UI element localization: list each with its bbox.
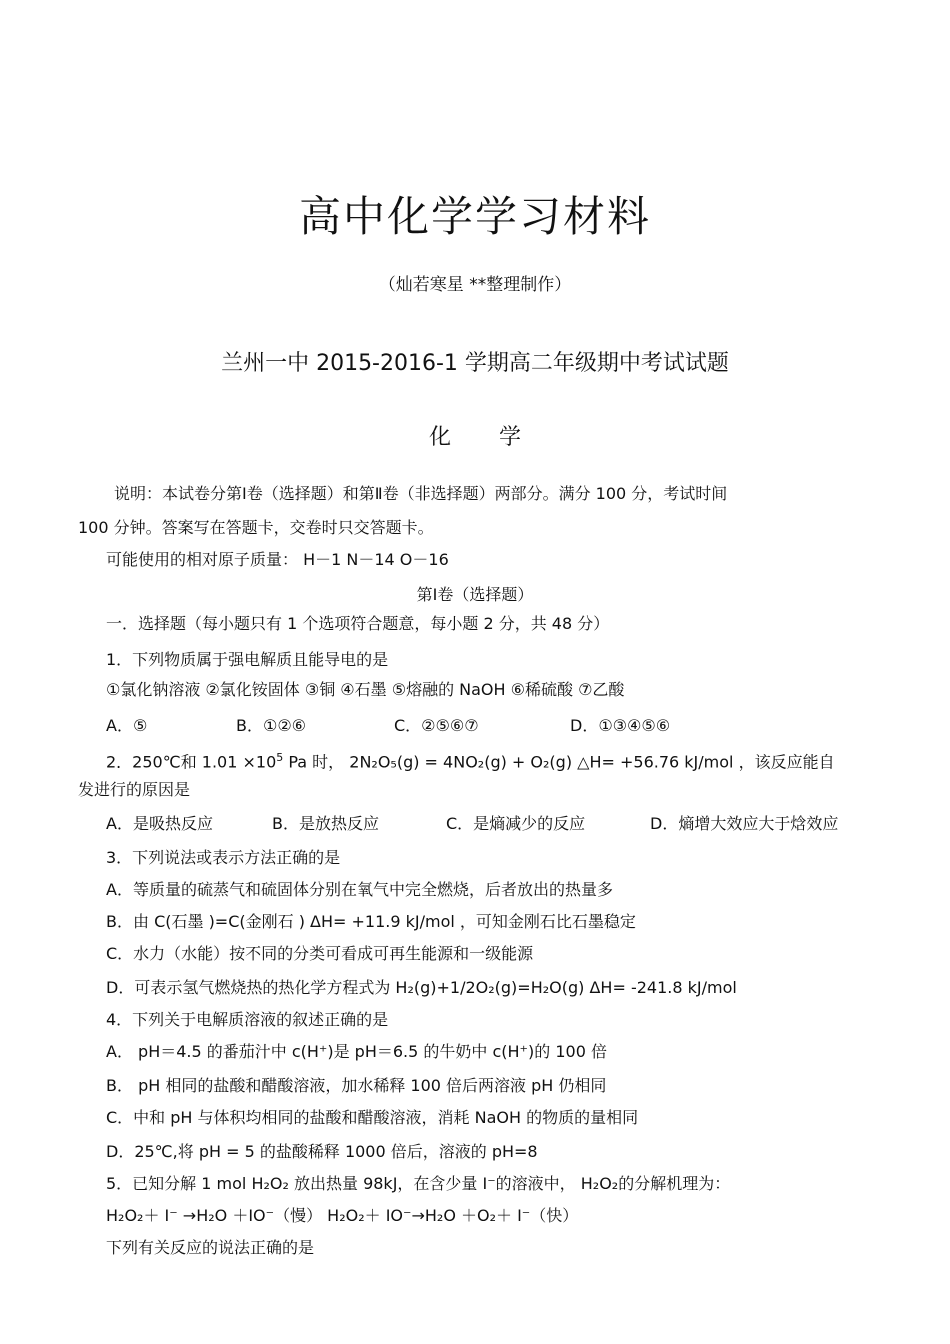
q2-exponent: 5 [276, 751, 284, 764]
q2-option-b: B．是放热反应 [272, 814, 379, 833]
q5-mechanism: H₂O₂＋ I⁻ →H₂O ＋IO⁻（慢） H₂O₂＋ IO⁻→H₂O ＋O₂＋ I⁻（快） [106, 1206, 579, 1225]
instructions-line-1: 说明：本试卷分第Ⅰ卷（选择题）和第Ⅱ卷（非选择题）两部分。满分 100 分，考试时间 [114, 484, 728, 503]
q2-stem-continued: 发进行的原因是 [78, 780, 191, 799]
q3-stem: 3．下列说法或表示方法正确的是 [106, 848, 341, 867]
q3-option-d: D．可表示氢气燃烧热的热化学方程式为 H₂(g)+1/2O₂(g)=H₂O(g) ΔH= -241.8 kJ/mol [106, 978, 737, 997]
page-title: 高中化学学习材料 [298, 192, 651, 241]
q2-stem-end: Pa 时， 2N₂O₅(g) = 4NO₂(g) + O₂(g) △H= +56.76 kJ/mol ，该反应能自 [283, 752, 835, 772]
q1-items: ①氯化钠溶液 ②氯化铵固体 ③铜 ④石墨 ⑤熔融的 NaOH ⑥稀硫酸 ⑦乙酸 [106, 680, 625, 699]
q3-option-c: C．水力（水能）按不同的分类可看成可再生能源和一级能源 [106, 944, 534, 963]
q4-option-d: D．25℃,将 pH = 5 的盐酸稀释 1000 倍后，溶液的 pH=8 [106, 1142, 538, 1161]
q2-option-c: C．是熵减少的反应 [446, 814, 586, 833]
page-subtitle: （灿若寒星 **整理制作） [378, 275, 572, 295]
q2-stem [106, 748, 835, 772]
instructions-line-2: 100 分钟。答案写在答题卡，交卷时只交答题卡。 [78, 518, 434, 537]
subject-heading: 化学 [428, 425, 569, 450]
q5-tail: 下列有关反应的说法正确的是 [106, 1238, 315, 1257]
q2-option-a: A．是吸热反应 [106, 814, 213, 833]
section-title: 第Ⅰ卷（选择题） [416, 585, 534, 604]
q4-option-b: B． pH 相同的盐酸和醋酸溶液，加水稀释 100 倍后两溶液 pH 仍相同 [106, 1076, 607, 1095]
q3-option-b: B．由 C(石墨 )=C(金刚石 ) ΔH= +11.9 kJ/mol ，可知金刚石比石墨稳定 [106, 912, 636, 931]
q2-stem-start: 2．250℃和 1.01 ×10 [106, 752, 277, 772]
q1-option-c: C．②⑤⑥⑦ [394, 716, 479, 735]
q1-option-b: B．①②⑥ [236, 716, 307, 735]
section-intro: 一．选择题（每小题只有 1 个选项符合题意，每小题 2 分，共 48 分） [106, 614, 610, 633]
atomic-masses: 可能使用的相对原子质量： H－1 N－14 O－16 [106, 550, 449, 569]
q1-stem: 1．下列物质属于强电解质且能导电的是 [106, 650, 389, 669]
q2-option-d: D．熵增大效应大于焓效应 [650, 814, 839, 833]
q4-stem: 4．下列关于电解质溶液的叙述正确的是 [106, 1010, 389, 1029]
q3-option-a: A．等质量的硫蒸气和硫固体分别在氧气中完全燃烧，后者放出的热量多 [106, 880, 613, 899]
q4-option-c: C．中和 pH 与体积均相同的盐酸和醋酸溶液，消耗 NaOH 的物质的量相同 [106, 1108, 639, 1127]
q1-option-d: D．①③④⑤⑥ [570, 716, 671, 735]
q1-option-a: A．⑤ [106, 716, 148, 735]
q5-stem: 5．已知分解 1 mol H₂O₂ 放出热量 98kJ，在含少量 I⁻的溶液中， H₂O₂的分解机理为： [106, 1174, 731, 1193]
exam-heading: 兰州一中 2015-2016-1 学期高二年级期中考试试题 [221, 351, 729, 376]
q4-option-a: A． pH＝4.5 的番茄汁中 c(H⁺)是 pH＝6.5 的牛奶中 c(H⁺)的 100 倍 [106, 1042, 607, 1061]
